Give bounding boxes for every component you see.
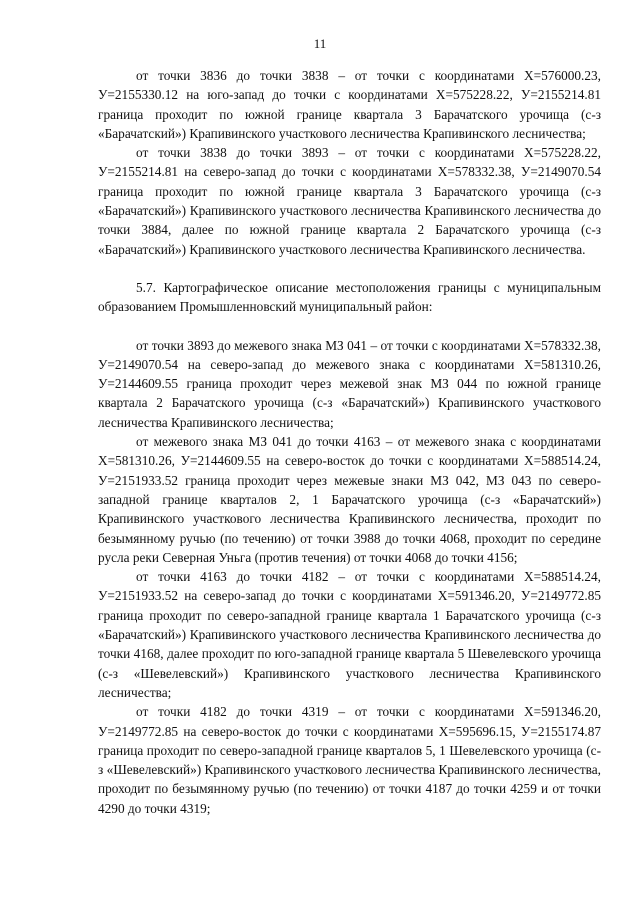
paragraph-4163-4182: от точки 4163 до точки 4182 – от точки с координатами Х=588514.24, У=2151933.52 на северо-запад до точки с координатами Х=591346.20, У=2149772.85 граница проходит по северо-западной границе квартала 1 Барачатского урочища (с-з «Барачатский») Крапивинского участкового лесничества Крапивинского лесничества до точки 4168, далее проходит по юго-западной границе квартала 5 Шевелевского урочища (с-з «Шевелевский») Крапивинского участкового лесничества Крапивинского лесничества; bbox=[98, 569, 601, 700]
paragraph-3836-3838: от точки 3836 до точки 3838 – от точки с координатами Х=576000.23, У=2155330.12 на юго-запад до точки с координатами Х=575228.22, У=2155214.81 граница проходит по южной границе квартала 3 Барачатского урочища (с-з «Барачатский») Крапивинского участкового лесничества Крапивинского лесничества; bbox=[98, 68, 601, 141]
paragraph-3838-3893: от точки 3838 до точки 3893 – от точки с координатами Х=575228.22, У=2155214.81 на северо-запад до точки с координатами Х=578332.38, У=2149070.54 граница проходит по южной границе квартала 3 Барачатского урочища (с-з «Барачатский») Крапивинского участкового лесничества Крапивинского лесничества до точки 3884, далее по южной границе квартала 2 Барачатского урочища (с-з «Барачатский») Крапивинского участкового лесничества Крапивинского лесничества. bbox=[98, 145, 601, 257]
paragraph-3893-mz041: от точки 3893 до межевого знака МЗ 041 – от точки с координатами Х=578332.38, У=2149070.54 на северо-запад до межевого знака с координатами Х=581310.26, У=2144609.55 граница проходит через межевой знак МЗ 044 по южной границе квартала 2 Барачатского урочища (с-з «Барачатский») Крапивинского участкового лесничества Крапивинского лесничества; bbox=[98, 337, 601, 430]
paragraph-mz041-4163: от межевого знака МЗ 041 до точки 4163 – от межевого знака с координатами Х=581310.26, У=2144609.55 на северо-восток до точки с координатами Х=588514.24, У=2151933.52 граница проходит через межевые знаки МЗ 042, МЗ 043 по северо-западной границе кварталов 2, 1 Барачатского урочища (с-з «Барачатский») Крапивинского участкового лесничества Крапивинского лесничества, проходит по безымянному ручью (по течению) от точки 3988 до точки 4068, проходит по середине русла реки Северная Уньга (против течения) от точки 4068 до точки 4156; bbox=[98, 434, 601, 565]
section-heading-5-7: 5.7. Картографическое описание местоположения границы с муниципальным образованием Промышленновский муниципальный район: bbox=[98, 279, 601, 315]
document-body bbox=[98, 66, 601, 818]
page-number: 11 bbox=[313, 36, 327, 51]
paragraph-4182-4319: от точки 4182 до точки 4319 – от точки с координатами Х=591346.20, У=2149772.85 на северо-восток до точки с координатами Х=595696.15, У=2155174.87 граница проходит по северо-западной границе кварталов 5, 1 Шевелевского урочища (с-з «Шевелевский») Крапивинского участкового лесничества Крапивинского лесничества, проходит по безымянному ручью (по течению) от точки 4187 до точки 4259 и от точки 4290 до точки 4319; bbox=[98, 704, 601, 816]
